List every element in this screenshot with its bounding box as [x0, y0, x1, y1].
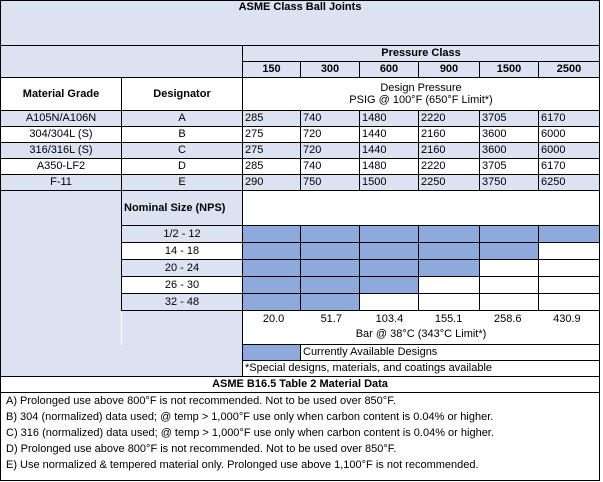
table-row	[1, 159, 600, 175]
availability-cell	[539, 277, 600, 294]
pressure-value: 750	[301, 175, 360, 191]
availability-cell	[419, 294, 480, 311]
availability-cell	[243, 243, 301, 260]
bar-value: 155.1	[434, 313, 463, 325]
availability-cell	[360, 260, 419, 277]
bar-label: Bar @ 38°C (343°C Limit*)	[355, 328, 487, 341]
pressure-value: 1480	[360, 111, 419, 127]
pressure-value: 6250	[539, 175, 600, 191]
pressure-value: 3600	[480, 127, 539, 143]
availability-cell	[480, 243, 539, 260]
pressure-value: 2160	[419, 143, 480, 159]
class-header: 150	[243, 62, 301, 78]
availability-cell	[243, 277, 301, 294]
blank-cell	[243, 191, 600, 226]
size-label: 1/2 - 12	[122, 226, 243, 243]
legend-swatch	[243, 345, 301, 361]
class-header: 1500	[480, 62, 539, 78]
pressure-value: 6170	[539, 111, 600, 127]
availability-cell	[539, 260, 600, 277]
notes-title: ASME B16.5 Table 2 Material Data	[1, 377, 600, 393]
table-row	[1, 143, 600, 159]
designator-header: Designator	[122, 78, 243, 111]
blank-header-cell	[1, 62, 243, 78]
availability-cell	[480, 260, 539, 277]
size-label: 14 - 18	[122, 243, 243, 260]
table-row	[1, 175, 600, 191]
note-line: D) Prolonged use above 800°F is not recommended. Not to be used over 850°F.	[6, 443, 397, 456]
availability-cell	[301, 260, 360, 277]
pressure-value: 1480	[360, 159, 419, 175]
bar-value: 103.4	[375, 313, 404, 325]
table-title: ASME Class Ball Joints	[1, 1, 600, 46]
availability-cell	[480, 226, 539, 243]
availability-cell	[419, 243, 480, 260]
pressure-value: 720	[301, 127, 360, 143]
pressure-value: 275	[243, 143, 301, 159]
pressure-value: 285	[243, 159, 301, 175]
pressure-value: 6000	[539, 127, 600, 143]
availability-cell	[480, 277, 539, 294]
material-grade: 316/316L (S)	[1, 143, 122, 159]
pressure-value: 1440	[360, 127, 419, 143]
bar-value: 51.7	[320, 313, 342, 325]
bar-value: 430.9	[553, 313, 581, 325]
designator: E	[122, 175, 243, 191]
availability-cell	[419, 226, 480, 243]
material-grade: 304/304L (S)	[1, 127, 122, 143]
pressure-value: 6170	[539, 159, 600, 175]
note-line: A) Prolonged use above 800°F is not recommended. Not to be used over 850°F.	[6, 395, 396, 407]
blank-cell	[122, 311, 243, 345]
availability-cell	[301, 226, 360, 243]
note-line: C) 316 (normalized) data used; @ temp > 1,000°F use only when carbon content is 0.04% or higher.	[6, 427, 494, 440]
material-grade: A105N/A106N	[1, 111, 122, 127]
pressure-value: 740	[301, 159, 360, 175]
pressure-value: 740	[301, 111, 360, 127]
design-pressure-line2: PSIG @ 100°F (650°F Limit*)	[349, 94, 493, 106]
size-label: 26 - 30	[122, 277, 243, 294]
availability-cell	[480, 294, 539, 311]
note-line: E) Use normalized & tempered material only. Prolonged use above 1,100°F is not recommended.	[6, 459, 479, 472]
design-pressure-header	[243, 78, 600, 111]
bar-value: 20.0	[262, 313, 285, 325]
table-row	[1, 127, 600, 143]
size-label: 32 - 48	[122, 294, 243, 311]
availability-cell	[360, 294, 419, 311]
availability-cell	[243, 226, 301, 243]
class-header: 600	[360, 62, 419, 78]
designator: B	[122, 127, 243, 143]
pressure-value: 1500	[360, 175, 419, 191]
bar-value: 258.6	[493, 313, 522, 325]
availability-cell	[539, 226, 600, 243]
designator: A	[122, 111, 243, 127]
availability-cell	[539, 294, 600, 311]
pressure-value: 3600	[480, 143, 539, 159]
pressure-value: 275	[243, 127, 301, 143]
nominal-size-header: Nominal Size (NPS)	[122, 191, 243, 226]
designator: C	[122, 143, 243, 159]
size-label: 20 - 24	[122, 260, 243, 277]
availability-cell	[419, 260, 480, 277]
pressure-value: 6000	[539, 143, 600, 159]
availability-cell	[301, 243, 360, 260]
pressure-class-label: Pressure Class	[243, 46, 600, 62]
notes-block	[1, 393, 600, 481]
pressure-value: 1440	[360, 143, 419, 159]
pressure-value: 2250	[419, 175, 480, 191]
pressure-value: 3750	[480, 175, 539, 191]
availability-cell	[360, 243, 419, 260]
class-header: 300	[301, 62, 360, 78]
table-row	[1, 111, 600, 127]
note-line: B) 304 (normalized) data used; @ temp > 1,000°F use only when carbon content is 0.04% or higher.	[6, 411, 494, 424]
availability-cell	[539, 243, 600, 260]
availability-cell	[301, 294, 360, 311]
availability-cell	[243, 294, 301, 311]
blank-cell	[1, 361, 243, 377]
class-header: 900	[419, 62, 480, 78]
blank-cell	[1, 345, 243, 361]
blank-header-cell	[1, 46, 243, 62]
pressure-value: 3705	[480, 111, 539, 127]
class-header: 2500	[539, 62, 600, 78]
design-pressure-line1: Design Pressure	[380, 81, 462, 94]
legend-label: Currently Available Designs	[301, 345, 600, 361]
pressure-value: 290	[243, 175, 301, 191]
special-note: *Special designs, materials, and coatings available	[243, 361, 600, 377]
material-grade: A350-LF2	[1, 159, 122, 175]
availability-cell	[301, 277, 360, 294]
availability-cell	[360, 226, 419, 243]
material-grade: F-11	[1, 175, 122, 191]
pressure-value: 2160	[419, 127, 480, 143]
material-grade-header: Material Grade	[1, 78, 122, 111]
blank-size-area	[1, 191, 122, 345]
pressure-value: 285	[243, 111, 301, 127]
bar-block	[243, 311, 600, 345]
availability-cell	[243, 260, 301, 277]
pressure-value: 720	[301, 143, 360, 159]
pressure-value: 2220	[419, 159, 480, 175]
availability-cell	[360, 277, 419, 294]
designator: D	[122, 159, 243, 175]
pressure-value: 2220	[419, 111, 480, 127]
availability-cell	[419, 277, 480, 294]
pressure-value: 3705	[480, 159, 539, 175]
